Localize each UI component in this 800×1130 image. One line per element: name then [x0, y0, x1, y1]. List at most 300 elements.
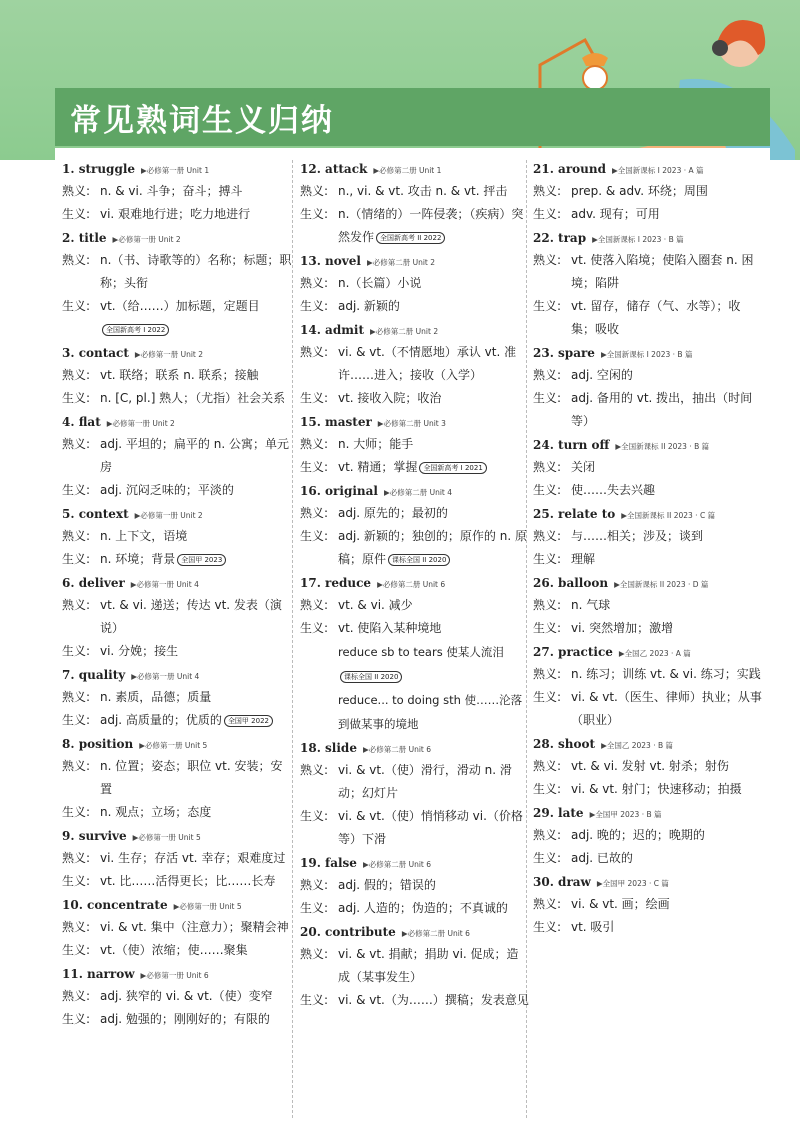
- new-meaning: [62, 203, 292, 226]
- familiar-meaning: [533, 364, 763, 387]
- vocab-entry: [62, 896, 292, 962]
- familiar-meaning: [62, 847, 292, 870]
- source-tag: ▶全国乙 2023 · B 篇: [601, 741, 674, 750]
- headword: 11. narrow: [62, 967, 135, 981]
- new-meaning: [62, 939, 292, 962]
- new-label: 生义:: [533, 483, 562, 497]
- familiar-meaning: [300, 943, 530, 989]
- familiar-text: n. 素质，品德；质量: [100, 690, 212, 704]
- new-label: 生义:: [300, 621, 329, 635]
- new-label: 生义:: [533, 621, 562, 635]
- familiar-meaning: [62, 180, 292, 203]
- new-text: adj. 沉闷乏味的；平淡的: [100, 483, 234, 497]
- familiar-text: n. 位置；姿态；职位 vt. 安装；安置: [100, 759, 283, 796]
- new-text: vt. 接收入院；收治: [338, 391, 442, 405]
- entry-head: [533, 873, 763, 893]
- vocab-entry: [62, 574, 292, 663]
- exam-badge: 全国新高考 II 2022: [376, 232, 445, 244]
- vocab-entry: [300, 482, 530, 571]
- familiar-meaning: [300, 874, 530, 897]
- new-text: vt. 留存，储存（气、水等）；收集；吸收: [571, 299, 741, 336]
- vocab-entry: [533, 229, 763, 341]
- new-meaning: [300, 456, 530, 479]
- headword: 14. admit: [300, 323, 365, 337]
- new-meaning: [62, 870, 292, 893]
- new-label: 生义:: [300, 809, 329, 823]
- source-tag: ▶全国甲 2023 · B 篇: [589, 810, 662, 819]
- familiar-text: vi. & vt. 捐献；捐助 vi. 促成；造成（某事发生）: [338, 947, 519, 984]
- column-divider: [292, 160, 293, 1118]
- new-text: n. 环境；背景: [100, 552, 176, 566]
- entry-head: [300, 923, 530, 943]
- entry-head: [533, 344, 763, 364]
- new-label: 生义:: [533, 391, 562, 405]
- familiar-text: prep. & adv. 环绕；周围: [571, 184, 708, 198]
- new-meaning: [533, 203, 763, 226]
- familiar-text: vi. 生存；存活 vt. 幸存；艰难度过: [100, 851, 286, 865]
- familiar-meaning: [300, 180, 530, 203]
- column-1: [62, 160, 292, 1034]
- familiar-text: adj. 狭窄的 vi. & vt.（使）变窄: [100, 989, 273, 1003]
- new-text: adj. 高质量的；优质的: [100, 713, 222, 727]
- new-meaning: [62, 640, 292, 663]
- source-tag: ▶必修第一册 Unit 4: [130, 580, 199, 589]
- headword: 3. contact: [62, 346, 129, 360]
- familiar-meaning: [62, 433, 292, 479]
- entry-head: [300, 321, 530, 341]
- familiar-label: 熟义:: [533, 529, 562, 543]
- entry-head: [300, 739, 530, 759]
- new-meaning: [300, 617, 530, 640]
- new-meaning: [533, 295, 763, 341]
- entry-head: [533, 160, 763, 180]
- headword: 23. spare: [533, 346, 595, 360]
- new-label: 生义:: [300, 391, 329, 405]
- familiar-text: 与……相关；涉及；谈到: [571, 529, 704, 543]
- new-text: adj. 已故的: [571, 851, 633, 865]
- source-tag: ▶必修第一册 Unit 1: [141, 166, 210, 175]
- new-label: 生义:: [300, 299, 329, 313]
- new-text: vt.（使）浓缩；使……聚集: [100, 943, 248, 957]
- new-label: 生义:: [300, 207, 329, 221]
- new-meaning: [62, 801, 292, 824]
- new-label: 生义:: [62, 1012, 91, 1026]
- familiar-label: 熟义:: [300, 184, 329, 198]
- vocab-entry: [300, 160, 530, 249]
- vocab-entry: [300, 854, 530, 920]
- new-text: vi. 分娩；接生: [100, 644, 179, 658]
- familiar-label: 熟义:: [300, 345, 329, 359]
- vocab-entry: [62, 666, 292, 732]
- familiar-label: 熟义:: [300, 437, 329, 451]
- familiar-text: n. 上下文，语境: [100, 529, 188, 543]
- new-meaning: [62, 295, 292, 341]
- new-text: adj. 人造的；伪造的；不真诚的: [338, 901, 508, 915]
- familiar-label: 熟义:: [533, 667, 562, 681]
- familiar-label: 熟义:: [300, 763, 329, 777]
- source-tag: ▶必修第一册 Unit 2: [106, 419, 175, 428]
- familiar-label: 熟义:: [62, 989, 91, 1003]
- source-tag: ▶全国新课标 II 2023 · B 篇: [615, 442, 710, 451]
- familiar-label: 熟义:: [533, 897, 562, 911]
- familiar-label: 熟义:: [62, 253, 91, 267]
- new-text: adj. 新颖的: [338, 299, 400, 313]
- familiar-label: 熟义:: [62, 598, 91, 612]
- familiar-meaning: [62, 594, 292, 640]
- entry-head: [533, 505, 763, 525]
- familiar-label: 熟义:: [533, 828, 562, 842]
- new-text: vi. & vt.（为……）撰稿；发表意见: [338, 993, 529, 1007]
- new-text: 使……失去兴趣: [571, 483, 656, 497]
- familiar-meaning: [62, 916, 292, 939]
- headword: 5. context: [62, 507, 129, 521]
- familiar-label: 熟义:: [62, 759, 91, 773]
- familiar-text: vt. & vi. 发射 vt. 射杀；射伤: [571, 759, 729, 773]
- source-tag: ▶必修第二册 Unit 2: [370, 327, 439, 336]
- vocab-entry: [62, 827, 292, 893]
- example-phrase: [300, 640, 530, 664]
- new-text: vt. 吸引: [571, 920, 615, 934]
- exam-badge: 全国甲 2022: [224, 715, 273, 727]
- headword: 10. concentrate: [62, 898, 168, 912]
- source-tag: ▶必修第一册 Unit 5: [132, 833, 201, 842]
- entry-head: [62, 896, 292, 916]
- new-label: 生义:: [533, 552, 562, 566]
- headword: 15. master: [300, 415, 372, 429]
- headword: 30. draw: [533, 875, 591, 889]
- headword: 24. turn off: [533, 438, 610, 452]
- new-text: vt. 比……活得更长；比……长寿: [100, 874, 276, 888]
- new-meaning: [62, 479, 292, 502]
- source-tag: ▶必修第一册 Unit 2: [134, 511, 203, 520]
- new-meaning: [300, 203, 530, 249]
- source-tag: ▶全国新课标 II 2023 · C 篇: [621, 511, 716, 520]
- entry-head: [533, 436, 763, 456]
- familiar-text: vt. 使落入陷境；使陷入圈套 n. 困境；陷阱: [571, 253, 754, 290]
- column-2: [300, 160, 530, 1015]
- familiar-text: n. 大师；能手: [338, 437, 414, 451]
- vocab-entry: [62, 965, 292, 1031]
- entry-head: [62, 344, 292, 364]
- new-label: 生义:: [62, 943, 91, 957]
- source-tag: ▶全国新课标 I 2023 · B 篇: [600, 350, 693, 359]
- page-title: 常见熟词生义归纳: [70, 103, 334, 139]
- new-meaning: [300, 525, 530, 571]
- familiar-label: 熟义:: [533, 460, 562, 474]
- new-text: vi. 艰难地行进；吃力地进行: [100, 207, 251, 221]
- new-label: 生义:: [62, 552, 91, 566]
- familiar-text: n. & vi. 斗争；奋斗；搏斗: [100, 184, 243, 198]
- new-meaning: [300, 805, 530, 851]
- headword: 7. quality: [62, 668, 126, 682]
- headword: 21. around: [533, 162, 606, 176]
- source-tag: ▶必修第一册 Unit 2: [134, 350, 203, 359]
- familiar-text: vt. & vi. 递送；传达 vt. 发表（演说）: [100, 598, 282, 635]
- new-text: adj. 备用的 vt. 拨出，抽出（时间等）: [571, 391, 753, 428]
- familiar-meaning: [533, 893, 763, 916]
- familiar-text: n.（书、诗歌等的）名称；标题；职称；头衔: [100, 253, 292, 290]
- headword: 28. shoot: [533, 737, 596, 751]
- new-label: 生义:: [533, 920, 562, 934]
- familiar-meaning: [533, 755, 763, 778]
- familiar-label: 熟义:: [62, 920, 91, 934]
- vocab-entry: [300, 252, 530, 318]
- vocab-entry: [533, 574, 763, 640]
- familiar-text: adj. 原先的；最初的: [338, 506, 448, 520]
- vocab-entry: [533, 804, 763, 870]
- new-text: n. 观点；立场；态度: [100, 805, 212, 819]
- familiar-text: n.（长篇）小说: [338, 276, 422, 290]
- new-label: 生义:: [300, 993, 329, 1007]
- new-text: vi. & vt.（使）悄悄移动 vi.（价格等）下滑: [338, 809, 523, 846]
- familiar-meaning: [533, 525, 763, 548]
- vocab-entry: [533, 643, 763, 732]
- familiar-text: vt. 联络；联系 n. 联系；接触: [100, 368, 259, 382]
- headword: 6. deliver: [62, 576, 125, 590]
- entry-head: [62, 160, 292, 180]
- new-meaning: [533, 686, 763, 732]
- entry-head: [533, 229, 763, 249]
- headword: 2. title: [62, 231, 107, 245]
- example-text: reduce sb to tears 使某人流泪: [338, 645, 504, 659]
- vocab-entry: [300, 923, 530, 1012]
- new-meaning: [300, 897, 530, 920]
- new-label: 生义:: [533, 851, 562, 865]
- familiar-meaning: [300, 433, 530, 456]
- exam-badge: 课标全国 II 2020: [340, 671, 402, 683]
- entry-head: [62, 229, 292, 249]
- familiar-label: 熟义:: [533, 184, 562, 198]
- headword: 17. reduce: [300, 576, 372, 590]
- new-meaning: [62, 709, 292, 732]
- new-label: 生义:: [62, 805, 91, 819]
- familiar-label: 熟义:: [62, 529, 91, 543]
- familiar-meaning: [62, 249, 292, 295]
- new-text: vt. 使陷入某种境地: [338, 621, 442, 635]
- source-tag: ▶必修第二册 Unit 1: [373, 166, 442, 175]
- entry-head: [62, 965, 292, 985]
- vocab-entry: [533, 436, 763, 502]
- vocab-entry: [62, 735, 292, 824]
- source-tag: ▶必修第二册 Unit 6: [362, 860, 432, 869]
- vocab-entry: [62, 505, 292, 571]
- new-label: 生义:: [533, 690, 562, 704]
- familiar-text: vt. & vi. 减少: [338, 598, 413, 612]
- headword: 22. trap: [533, 231, 587, 245]
- familiar-label: 熟义:: [300, 276, 329, 290]
- new-label: 生义:: [300, 460, 329, 474]
- new-text: 理解: [571, 552, 596, 566]
- entry-head: [533, 643, 763, 663]
- vocab-entry: [533, 505, 763, 571]
- familiar-label: 熟义:: [62, 851, 91, 865]
- new-meaning: [533, 778, 763, 801]
- source-tag: ▶必修第二册 Unit 6: [362, 745, 432, 754]
- source-tag: ▶必修第一册 Unit 5: [139, 741, 208, 750]
- familiar-label: 熟义:: [300, 506, 329, 520]
- headword: 1. struggle: [62, 162, 136, 176]
- entry-head: [300, 574, 530, 594]
- source-tag: ▶全国甲 2023 · C 篇: [596, 879, 669, 888]
- entry-head: [62, 505, 292, 525]
- headword: 8. position: [62, 737, 134, 751]
- new-meaning: [533, 479, 763, 502]
- new-meaning: [62, 1008, 292, 1031]
- new-label: 生义:: [300, 529, 329, 543]
- vocab-entry: [62, 160, 292, 226]
- new-label: 生义:: [62, 391, 91, 405]
- example-source: [300, 664, 530, 688]
- entry-head: [300, 413, 530, 433]
- familiar-text: vi. & vt.（不情愿地）承认 vt. 准许……进入；接收（入学）: [338, 345, 517, 382]
- familiar-meaning: [62, 985, 292, 1008]
- vocab-entry: [533, 873, 763, 939]
- new-text: vi. & vt.（医生、律师）执业；从事（职业）: [571, 690, 762, 727]
- headword: 12. attack: [300, 162, 368, 176]
- headword: 18. slide: [300, 741, 357, 755]
- example-text: reduce... to doing sth 使……沦落到做某事的境地: [338, 693, 523, 731]
- familiar-label: 熟义:: [533, 368, 562, 382]
- new-text: adv. 现有；可用: [571, 207, 660, 221]
- new-text: adj. 勉强的；刚刚好的；有限的: [100, 1012, 270, 1026]
- familiar-text: adj. 空闲的: [571, 368, 633, 382]
- new-text: adj. 新颖的；独创的；原作的 n. 原稿；原件: [338, 529, 527, 566]
- source-tag: ▶必修第二册 Unit 3: [377, 419, 446, 428]
- familiar-meaning: [62, 525, 292, 548]
- familiar-label: 熟义:: [533, 759, 562, 773]
- entry-head: [533, 735, 763, 755]
- new-text: vt.（给……）加标题，定题目: [100, 299, 260, 313]
- source-tag: ▶全国乙 2023 · A 篇: [618, 649, 691, 658]
- source-tag: ▶全国新课标 II 2023 · D 篇: [614, 580, 709, 589]
- new-label: 生义:: [62, 207, 91, 221]
- familiar-meaning: [62, 755, 292, 801]
- headword: 29. late: [533, 806, 584, 820]
- new-label: 生义:: [62, 874, 91, 888]
- source-tag: ▶必修第二册 Unit 4: [383, 488, 453, 497]
- exam-badge: 全国新高考 I 2021: [419, 462, 486, 474]
- entry-head: [62, 413, 292, 433]
- familiar-meaning: [533, 456, 763, 479]
- familiar-label: 熟义:: [300, 598, 329, 612]
- new-meaning: [533, 916, 763, 939]
- familiar-label: 熟义:: [533, 253, 562, 267]
- entry-head: [300, 252, 530, 272]
- source-tag: ▶全国新课标 I 2023 · A 篇: [612, 166, 704, 175]
- familiar-text: n. 练习；训练 vt. & vi. 练习；实践: [571, 667, 761, 681]
- vocab-entry: [533, 344, 763, 433]
- headword: 4. flat: [62, 415, 101, 429]
- new-meaning: [62, 548, 292, 571]
- vocab-entry: [533, 160, 763, 226]
- new-label: 生义:: [533, 299, 562, 313]
- familiar-text: vi. & vt. 画；绘画: [571, 897, 670, 911]
- entry-head: [533, 574, 763, 594]
- familiar-meaning: [533, 249, 763, 295]
- familiar-text: n. 气球: [571, 598, 611, 612]
- entry-head: [62, 574, 292, 594]
- headword: 16. original: [300, 484, 378, 498]
- new-label: 生义:: [62, 299, 91, 313]
- familiar-meaning: [533, 180, 763, 203]
- familiar-text: adj. 平坦的；扁平的 n. 公寓；单元房: [100, 437, 289, 474]
- vocab-entry: [62, 229, 292, 341]
- new-label: 生义:: [533, 782, 562, 796]
- entry-head: [300, 482, 530, 502]
- familiar-label: 熟义:: [62, 368, 91, 382]
- vocab-entry: [300, 574, 530, 736]
- source-tag: ▶必修第二册 Unit 6: [377, 580, 446, 589]
- familiar-meaning: [300, 594, 530, 617]
- new-meaning: [533, 387, 763, 433]
- new-meaning: [300, 295, 530, 318]
- familiar-label: 熟义:: [62, 437, 91, 451]
- new-text: vt. 精通；掌握: [338, 460, 418, 474]
- familiar-label: 熟义:: [62, 690, 91, 704]
- vocab-entry: [300, 413, 530, 479]
- entry-head: [300, 160, 530, 180]
- familiar-label: 熟义:: [533, 598, 562, 612]
- familiar-text: vi. & vt. 集中（注意力）；聚精会神: [100, 920, 289, 934]
- new-label: 生义:: [62, 483, 91, 497]
- familiar-text: vi. & vt.（使）滑行，滑动 n. 滑动；幻灯片: [338, 763, 512, 800]
- entry-head: [300, 854, 530, 874]
- new-text: vi. & vt. 射门；快速移动；拍摄: [571, 782, 742, 796]
- new-meaning: [533, 617, 763, 640]
- headword: 19. false: [300, 856, 357, 870]
- familiar-meaning: [300, 272, 530, 295]
- source-tag: ▶必修第一册 Unit 4: [131, 672, 200, 681]
- source-tag: ▶必修第一册 Unit 6: [140, 971, 209, 980]
- familiar-meaning: [533, 824, 763, 847]
- column-3: [533, 160, 763, 942]
- source-tag: ▶全国新课标 I 2023 · B 篇: [592, 235, 684, 244]
- vocab-entry: [62, 344, 292, 410]
- familiar-text: 关闭: [571, 460, 596, 474]
- headword: 25. relate to: [533, 507, 616, 521]
- new-meaning: [533, 847, 763, 870]
- familiar-label: 熟义:: [300, 947, 329, 961]
- familiar-meaning: [300, 502, 530, 525]
- familiar-meaning: [533, 663, 763, 686]
- new-label: 生义:: [62, 713, 91, 727]
- new-meaning: [533, 548, 763, 571]
- familiar-meaning: [300, 759, 530, 805]
- familiar-meaning: [62, 364, 292, 387]
- new-text: n. [C, pl.] 熟人；（尤指）社会关系: [100, 391, 286, 405]
- source-tag: ▶必修第二册 Unit 6: [401, 929, 470, 938]
- familiar-text: adj. 假的；错误的: [338, 878, 436, 892]
- source-tag: ▶必修第一册 Unit 2: [112, 235, 181, 244]
- example-phrase: [300, 688, 530, 736]
- vocab-entry: [533, 735, 763, 801]
- new-label: 生义:: [300, 901, 329, 915]
- entry-head: [62, 735, 292, 755]
- entry-head: [62, 666, 292, 686]
- familiar-label: 熟义:: [62, 184, 91, 198]
- entry-head: [62, 827, 292, 847]
- new-label: 生义:: [533, 207, 562, 221]
- vocab-entry: [300, 321, 530, 410]
- headword: 27. practice: [533, 645, 613, 659]
- new-meaning: [62, 387, 292, 410]
- new-text: vi. 突然增加；激增: [571, 621, 674, 635]
- familiar-meaning: [300, 341, 530, 387]
- headword: 20. contribute: [300, 925, 396, 939]
- headword: 13. novel: [300, 254, 361, 268]
- familiar-meaning: [533, 594, 763, 617]
- vocab-entry: [62, 413, 292, 502]
